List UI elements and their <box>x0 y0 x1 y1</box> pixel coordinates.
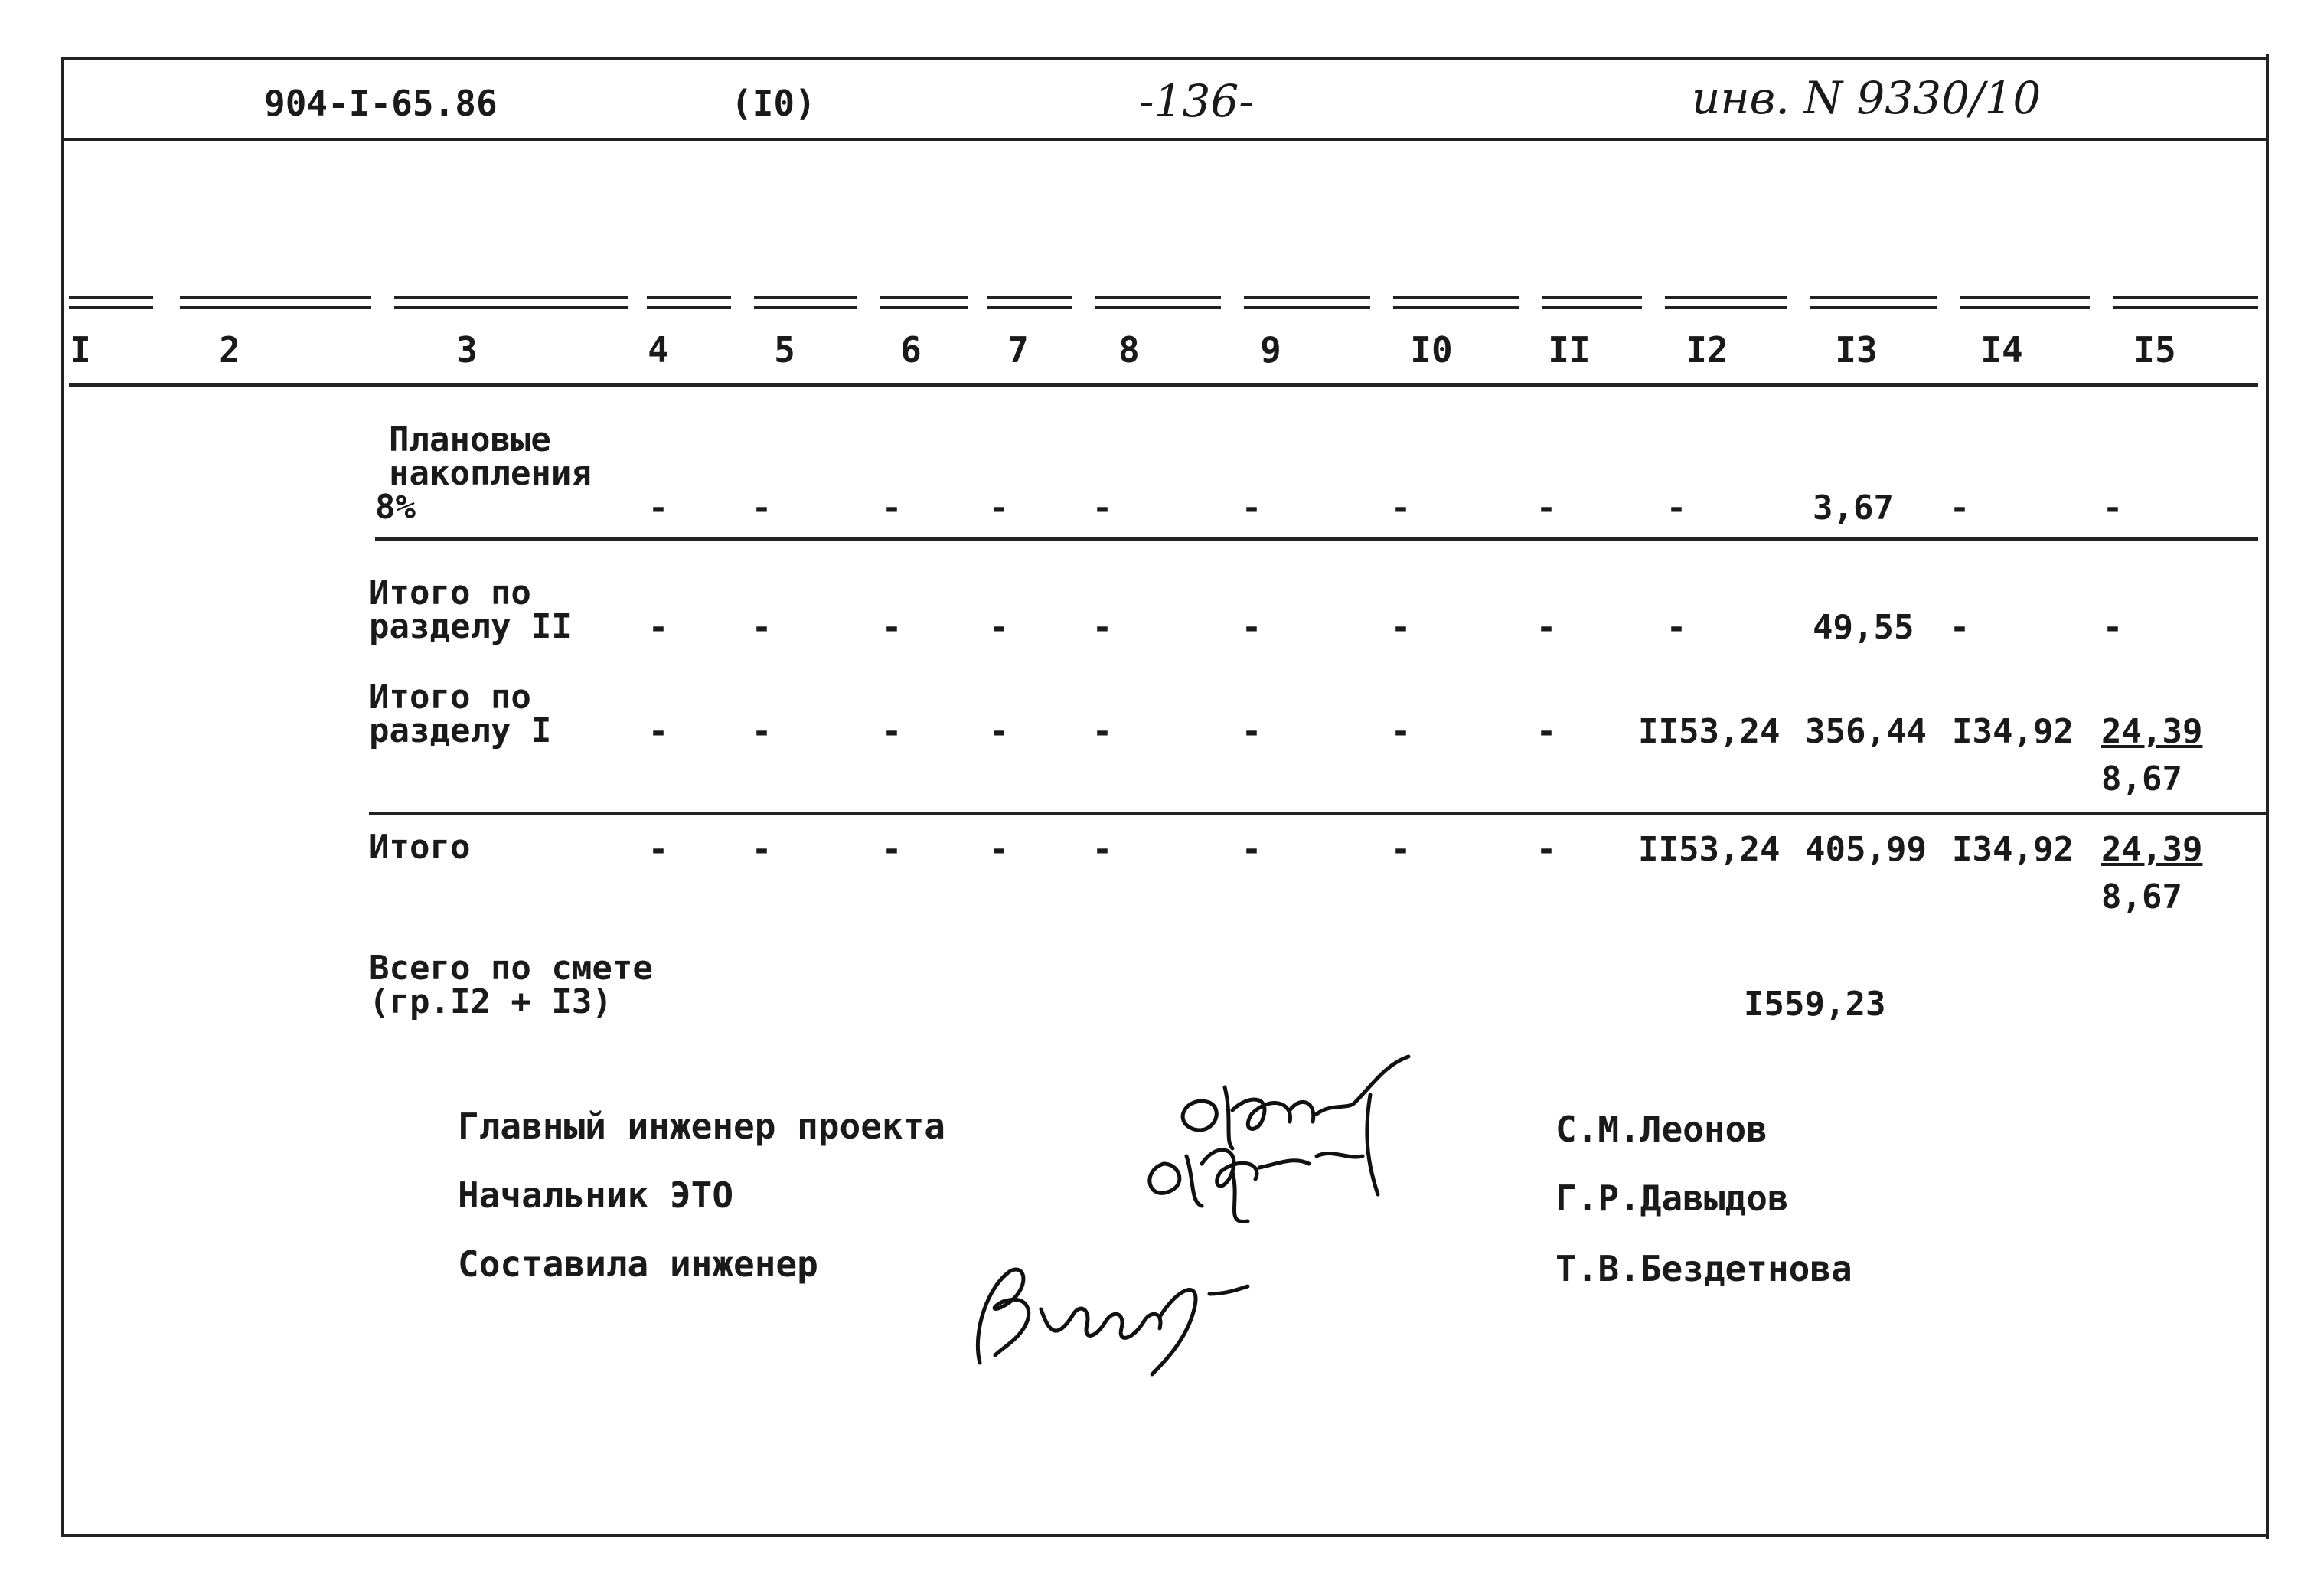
signatory-name: Г.Р.Давыдов <box>1555 1178 1789 1219</box>
table-cell: - <box>988 830 1010 869</box>
table-cell: - <box>988 608 1010 647</box>
signatory-name: С.М.Леонов <box>1555 1109 1767 1150</box>
table-cell: 405,99 <box>1805 830 1927 869</box>
row-divider <box>375 537 2258 541</box>
row-label-line: Плановые <box>389 420 551 459</box>
table-cell: - <box>988 488 1010 528</box>
table-cell: - <box>648 488 669 528</box>
table-cell: - <box>648 608 669 647</box>
column-number: I5 <box>2133 329 2176 371</box>
table-cell: - <box>648 830 669 869</box>
row-divider <box>369 812 2266 815</box>
column-number: 9 <box>1260 329 1281 371</box>
column-number: 8 <box>1118 329 1140 371</box>
handwritten-signature <box>957 1240 1278 1378</box>
table-cell: - <box>1949 608 1970 647</box>
page-number: -136- <box>1139 75 1254 127</box>
column-number: I0 <box>1410 329 1453 371</box>
table-cell: - <box>1536 830 1557 869</box>
row-label-line: разделу I <box>369 711 552 750</box>
table-cell: - <box>2102 608 2123 647</box>
table-cell: I34,92 <box>1952 830 2074 869</box>
document-code: 904-I-65.86 <box>264 83 498 124</box>
table-cell: - <box>1092 488 1113 528</box>
header-divider <box>61 138 2269 141</box>
row-label-line: Итого по <box>369 573 531 613</box>
table-cell: - <box>881 488 903 528</box>
column-number: 7 <box>1007 329 1029 371</box>
row-label-line: Итого по <box>369 678 531 717</box>
table-cell: - <box>1536 488 1557 528</box>
signature-role: Начальник ЭТО <box>458 1174 734 1216</box>
frame-bottom-border <box>61 1534 2269 1537</box>
table-cell: 49,55 <box>1813 608 1914 647</box>
table-cell: 24,39 <box>2101 830 2203 869</box>
column-header-bottom-rule <box>69 383 2258 387</box>
grand-total-value: I559,23 <box>1744 985 1886 1024</box>
table-cell: - <box>1241 712 1262 751</box>
table-cell: - <box>1666 608 1687 647</box>
table-cell: - <box>751 608 772 647</box>
column-number: I4 <box>1980 329 2023 371</box>
table-cell: 8,67 <box>2101 760 2182 799</box>
column-number: 4 <box>648 329 669 371</box>
table-cell: - <box>1390 488 1412 528</box>
table-cell: - <box>1390 712 1412 751</box>
table-cell: - <box>1092 608 1113 647</box>
table-cell: - <box>751 488 772 528</box>
table-cell: - <box>1536 608 1557 647</box>
grand-total-label-line: Всего по смете <box>369 949 653 988</box>
inventory-number: инв. N 9330/10 <box>1692 72 2042 124</box>
column-number: II <box>1548 329 1591 371</box>
table-cell: II53,24 <box>1638 830 1781 869</box>
table-cell: I34,92 <box>1952 712 2074 751</box>
handwritten-signature <box>1118 1049 1439 1225</box>
table-cell: - <box>648 712 669 751</box>
row-label-line: 8% <box>375 488 416 527</box>
column-number: 3 <box>456 329 478 371</box>
section-number: (I0) <box>731 83 816 124</box>
table-cell: - <box>988 712 1010 751</box>
frame-right-border <box>2266 54 2269 1539</box>
table-cell: - <box>1949 488 1970 528</box>
table-cell: - <box>1241 488 1262 528</box>
grand-total-label-line: (гр.I2 + I3) <box>369 982 612 1021</box>
table-cell: 8,67 <box>2101 877 2182 916</box>
table-cell: - <box>1241 830 1262 869</box>
column-number: I <box>70 329 91 371</box>
table-cell: - <box>1241 608 1262 647</box>
table-cell: - <box>1390 830 1412 869</box>
signature-role: Составила инженер <box>458 1243 818 1285</box>
table-cell: - <box>751 712 772 751</box>
table-cell: II53,24 <box>1638 712 1781 751</box>
table-cell: - <box>2102 488 2123 528</box>
column-number: I2 <box>1686 329 1728 371</box>
table-cell: - <box>1536 712 1557 751</box>
signature-role: Главный инженер проекта <box>458 1106 945 1147</box>
table-cell: 24,39 <box>2101 712 2203 751</box>
table-cell: - <box>881 712 903 751</box>
table-cell: - <box>881 608 903 647</box>
row-label-line: Итого <box>369 828 471 867</box>
frame-left-border <box>61 58 64 1536</box>
row-label-line: разделу II <box>369 607 572 646</box>
table-cell: - <box>1390 608 1412 647</box>
frame-top-border <box>61 57 2269 60</box>
column-number: I3 <box>1835 329 1878 371</box>
column-number: 5 <box>774 329 795 371</box>
table-cell: - <box>881 830 903 869</box>
table-cell: - <box>751 830 772 869</box>
signatory-name: Т.В.Бездетнова <box>1555 1248 1852 1289</box>
table-cell: - <box>1092 830 1113 869</box>
table-cell: 356,44 <box>1805 712 1927 751</box>
table-cell: 3,67 <box>1813 488 1894 528</box>
column-number: 6 <box>900 329 922 371</box>
row-label-line: накопления <box>389 454 592 493</box>
table-cell: - <box>1666 488 1687 528</box>
column-number: 2 <box>219 329 240 371</box>
table-cell: - <box>1092 712 1113 751</box>
